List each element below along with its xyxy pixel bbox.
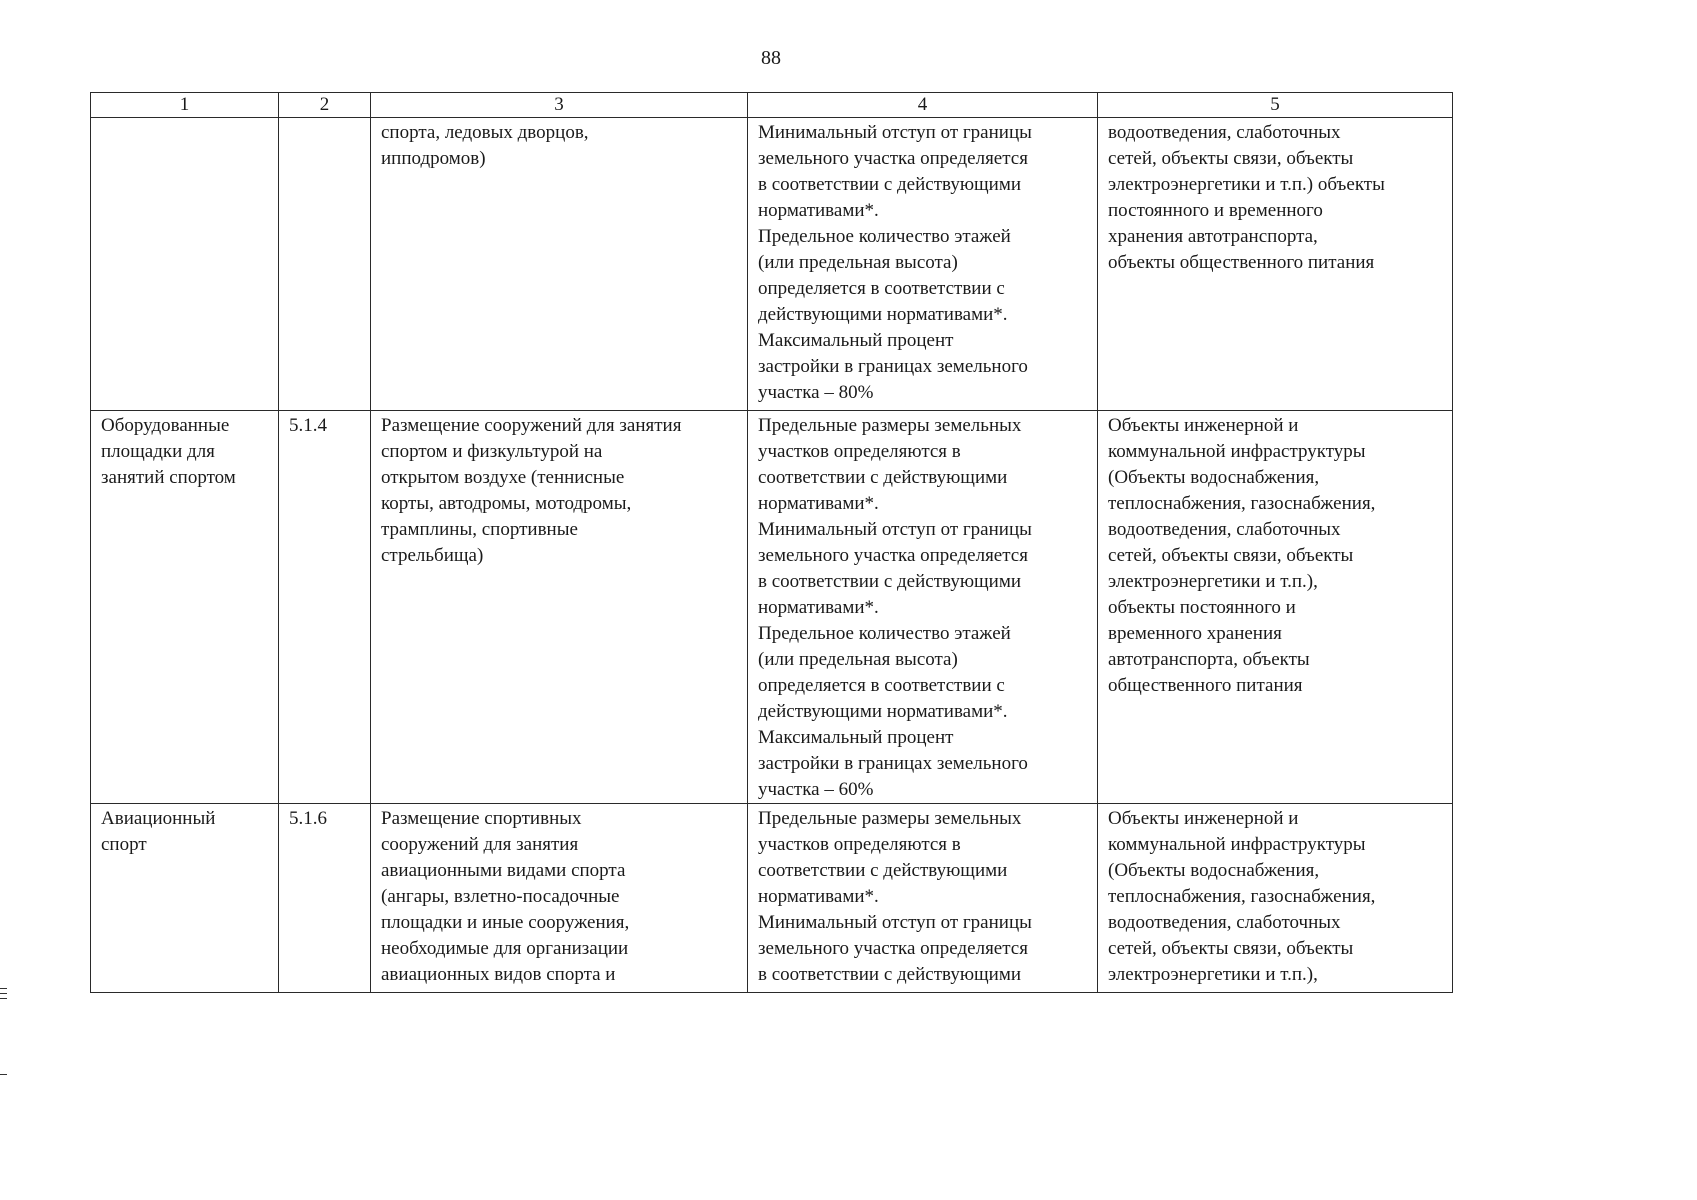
cell-parameters — [748, 411, 1098, 804]
cell-use-description — [371, 118, 748, 411]
cell-text: Минимальный отступ от границы земельного участка определяется в соответствии с действующими нормативами*. Предельное количество этажей (или предельная высота) определяется в соответствии с действующими нормативами*. Максимальный процент застройки в границах земельного участка – 80% — [758, 122, 1032, 403]
cell-auxiliary-uses — [1098, 118, 1453, 411]
cell-text: Предельные размеры земельных участков определяются в соответствии с действующими нормативами*. Минимальный отступ от границы земельного участка определяется в соответствии с действующими — [758, 808, 1032, 985]
table-row — [91, 411, 1453, 804]
header-col-4: 4 — [748, 93, 1098, 118]
header-col-2: 2 — [279, 93, 371, 118]
cell-text: Предельные размеры земельных участков определяются в соответствии с действующими нормативами*. Минимальный отступ от границы земельного участка определяется в соответствии с действующими нормативами*. Предельное количество этажей (или предельная высота) определяется в соответствии с действующими нормативами*. Максимальный процент застройки в границах земельного участка – 60% — [758, 415, 1032, 800]
cell-text: 5.1.4 — [289, 415, 327, 436]
table-row — [91, 804, 1453, 993]
table-row — [91, 118, 1453, 411]
land-use-table — [90, 92, 1453, 993]
header-col-3: 3 — [371, 93, 748, 118]
header-col-5: 5 — [1098, 93, 1453, 118]
cell-parameters — [748, 804, 1098, 993]
cell-use-name — [91, 411, 279, 804]
cell-text: 5.1.6 — [289, 808, 327, 829]
cell-text: Оборудованные площадки для занятий спортом — [101, 415, 236, 488]
cell-auxiliary-uses — [1098, 411, 1453, 804]
cell-parameters — [748, 118, 1098, 411]
cell-text: водоотведения, слаботочных сетей, объекты связи, объекты электроэнергетики и т.п.) объекты постоянного и временного хранения автотранспорта, объекты общественного питания — [1108, 122, 1385, 273]
tick-mark — [0, 988, 7, 989]
cell-use-code — [279, 411, 371, 804]
binding-mark — [0, 1074, 7, 1075]
tick-mark — [0, 998, 7, 999]
cell-text: Объекты инженерной и коммунальной инфраструктуры (Объекты водоснабжения, теплоснабжения, газоснабжения, водоотведения, слаботочных сетей, объекты связи, объекты электроэнергетики и т.п.), объекты постоянного и временного хранения автотранспорта, объекты общественного питания — [1108, 415, 1376, 696]
cell-text: Размещение спортивных сооружений для занятия авиационными видами спорта (ангары, взлетно-посадочные площадки и иные сооружения, необходимые для организации авиационных видов спорта и — [381, 808, 630, 985]
tick-mark — [0, 1074, 7, 1075]
cell-auxiliary-uses — [1098, 804, 1453, 993]
cell-use-description — [371, 411, 748, 804]
cell-use-name — [91, 804, 279, 993]
table-header — [91, 93, 1453, 118]
cell-use-code — [279, 118, 371, 411]
cell-use-name — [91, 118, 279, 411]
cell-use-code — [279, 804, 371, 993]
table-body — [91, 118, 1453, 993]
binding-mark — [0, 988, 7, 999]
cell-text: Размещение сооружений для занятия спортом и физкультурой на открытом воздухе (теннисные корты, автодромы, мотодромы, трамплины, спортивные стрельбища) — [381, 415, 682, 566]
tick-mark — [0, 993, 7, 994]
cell-text: Авиационный спорт — [101, 808, 216, 855]
cell-text: Объекты инженерной и коммунальной инфраструктуры (Объекты водоснабжения, теплоснабжения, газоснабжения, водоотведения, слаботочных сетей, объекты связи, объекты электроэнергетики и т.п.), — [1108, 808, 1376, 985]
cell-text: спорта, ледовых дворцов, ипподромов) — [381, 122, 589, 169]
header-col-1: 1 — [91, 93, 279, 118]
page-number: 88 — [761, 47, 781, 69]
header-row — [91, 93, 1453, 118]
cell-use-description — [371, 804, 748, 993]
